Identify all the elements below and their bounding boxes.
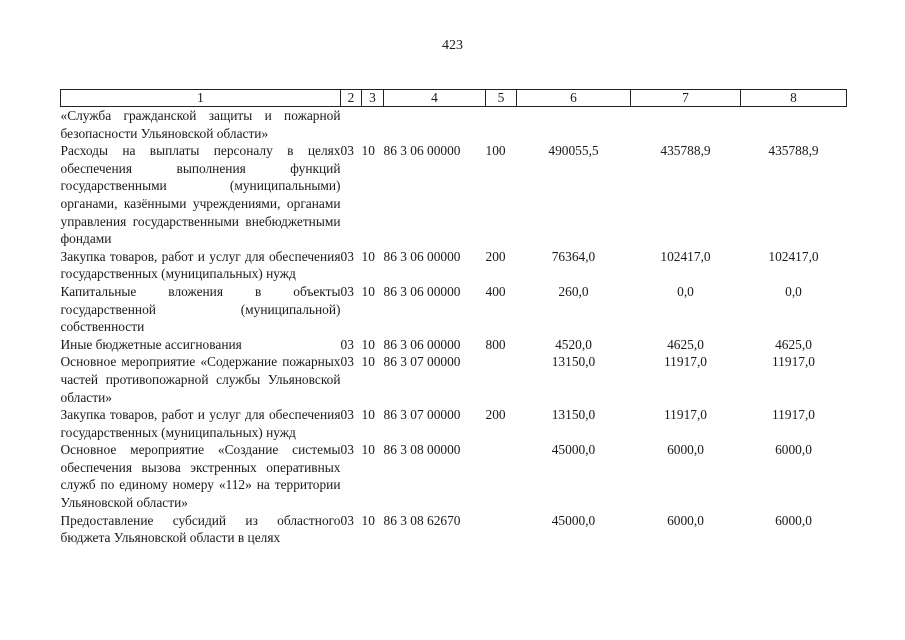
row-amount-col8: 6000,0 — [775, 442, 812, 458]
row-subsection-code: 10 — [361, 354, 375, 370]
row-amount-col8: 6000,0 — [775, 512, 812, 528]
table-row — [61, 107, 847, 143]
row-target-article: 86 3 07 00000 — [383, 407, 461, 423]
row-subsection-code: 10 — [361, 407, 375, 423]
row-amount-col8: 0,0 — [785, 283, 802, 299]
row-expense-type — [486, 512, 517, 547]
row-description: Основное мероприятие «Содержание пожарных частей противопожарной службы Ульяновской области» — [60, 354, 341, 405]
row-amount-col7: 6000,0 — [667, 442, 704, 458]
row-target-article: 86 3 08 00000 — [383, 442, 461, 458]
row-section-code: 03 — [340, 407, 354, 423]
table-row — [61, 353, 847, 406]
row-section-code: 03 — [340, 512, 354, 528]
column-header-8: 8 — [741, 90, 847, 107]
row-amount-col7: 6000,0 — [667, 512, 704, 528]
row-amount-col7 — [631, 107, 741, 143]
row-amount-col8: 102417,0 — [768, 248, 819, 264]
row-amount-col7: 435788,9 — [660, 143, 711, 159]
row-description: Закупка товаров, работ и услуг для обеспечения государственных (муниципальных) нужд — [60, 248, 341, 282]
row-target-article: 86 3 06 00000 — [383, 248, 461, 264]
row-expense-type — [486, 441, 517, 511]
budget-table — [60, 89, 847, 547]
row-amount-col7: 11917,0 — [663, 407, 708, 423]
row-amount-col8: 11917,0 — [771, 407, 816, 423]
column-header-5: 5 — [486, 90, 517, 107]
row-amount-col6: 45000,0 — [551, 512, 596, 528]
row-description: Основное мероприятие «Создание системы обеспечения вызова экстренных оперативных служб по единому номеру «112» на территории Ульяновской области» — [60, 442, 341, 511]
row-subsection-code: 10 — [361, 442, 375, 458]
row-amount-col6: 45000,0 — [551, 442, 596, 458]
row-amount-col7: 11917,0 — [663, 354, 708, 370]
row-section-code: 03 — [340, 442, 354, 458]
row-target-article — [384, 107, 486, 143]
row-section-code: 03 — [340, 248, 354, 264]
row-amount-col6: 260,0 — [558, 283, 589, 299]
row-description: Закупка товаров, работ и услуг для обеспечения государственных (муниципальных) нужд — [60, 407, 341, 440]
row-expense-type: 200 — [485, 407, 506, 423]
row-target-article: 86 3 08 62670 — [383, 512, 461, 528]
header-row — [61, 90, 847, 107]
row-expense-type — [486, 107, 517, 143]
column-header-7: 7 — [631, 90, 741, 107]
row-expense-type: 200 — [485, 248, 506, 264]
row-description: «Служба гражданской защиты и пожарной безопасности Ульяновской области» — [60, 108, 341, 141]
row-expense-type — [486, 353, 517, 406]
row-amount-col6: 4520,0 — [555, 336, 592, 352]
row-section-code: 03 — [340, 283, 354, 299]
table-row — [61, 441, 847, 511]
row-amount-col6: 13150,0 — [551, 407, 596, 423]
row-amount-col6: 490055,5 — [548, 143, 599, 159]
column-header-3: 3 — [362, 90, 384, 107]
table-row — [61, 336, 847, 354]
row-expense-type: 100 — [485, 143, 506, 159]
table-row — [61, 283, 847, 336]
row-amount-col6: 76364,0 — [551, 248, 596, 264]
row-amount-col8 — [741, 107, 847, 143]
row-amount-col8: 4625,0 — [775, 336, 812, 352]
row-subsection-code: 10 — [361, 512, 375, 528]
column-header-1: 1 — [61, 90, 341, 107]
row-subsection-code: 10 — [361, 143, 375, 159]
page-number: 423 — [442, 38, 463, 53]
row-section-code: 03 — [340, 143, 354, 159]
row-amount-col7: 4625,0 — [667, 336, 704, 352]
table-row — [61, 406, 847, 441]
row-target-article: 86 3 06 00000 — [383, 336, 461, 352]
row-subsection-code — [362, 107, 384, 143]
row-amount-col7: 0,0 — [677, 283, 694, 299]
row-target-article: 86 3 06 00000 — [383, 143, 461, 159]
row-description: Капитальные вложения в объекты государственной (муниципальной) собственности — [60, 283, 341, 335]
row-description: Иные бюджетные ассигнования — [60, 336, 242, 352]
row-amount-col6 — [517, 107, 631, 143]
row-amount-col6: 13150,0 — [551, 354, 596, 370]
row-amount-col7: 102417,0 — [660, 248, 711, 264]
table-row — [61, 248, 847, 283]
row-expense-type: 400 — [485, 283, 506, 299]
row-section-code: 03 — [340, 336, 354, 352]
table-row — [61, 142, 847, 248]
row-subsection-code: 10 — [361, 248, 375, 264]
column-header-2: 2 — [341, 90, 362, 107]
row-subsection-code: 10 — [361, 336, 375, 352]
row-subsection-code: 10 — [361, 283, 375, 299]
row-amount-col8: 435788,9 — [768, 143, 819, 159]
row-section-code — [341, 107, 362, 143]
row-expense-type: 800 — [485, 336, 506, 352]
row-description: Расходы на выплаты персоналу в целях обеспечения выполнения функций государственными (муниципальными) органами, казёнными учреждениями, органами управления государственными внебюджетными фондами — [60, 143, 341, 247]
row-amount-col8: 11917,0 — [771, 354, 816, 370]
column-header-6: 6 — [517, 90, 631, 107]
row-target-article: 86 3 07 00000 — [383, 354, 461, 370]
column-header-4: 4 — [384, 90, 486, 107]
row-target-article: 86 3 06 00000 — [383, 283, 461, 299]
row-section-code: 03 — [340, 354, 354, 370]
row-description: Предоставление субсидий из областного бюджета Ульяновской области в целях — [60, 512, 341, 546]
table-row — [61, 512, 847, 547]
